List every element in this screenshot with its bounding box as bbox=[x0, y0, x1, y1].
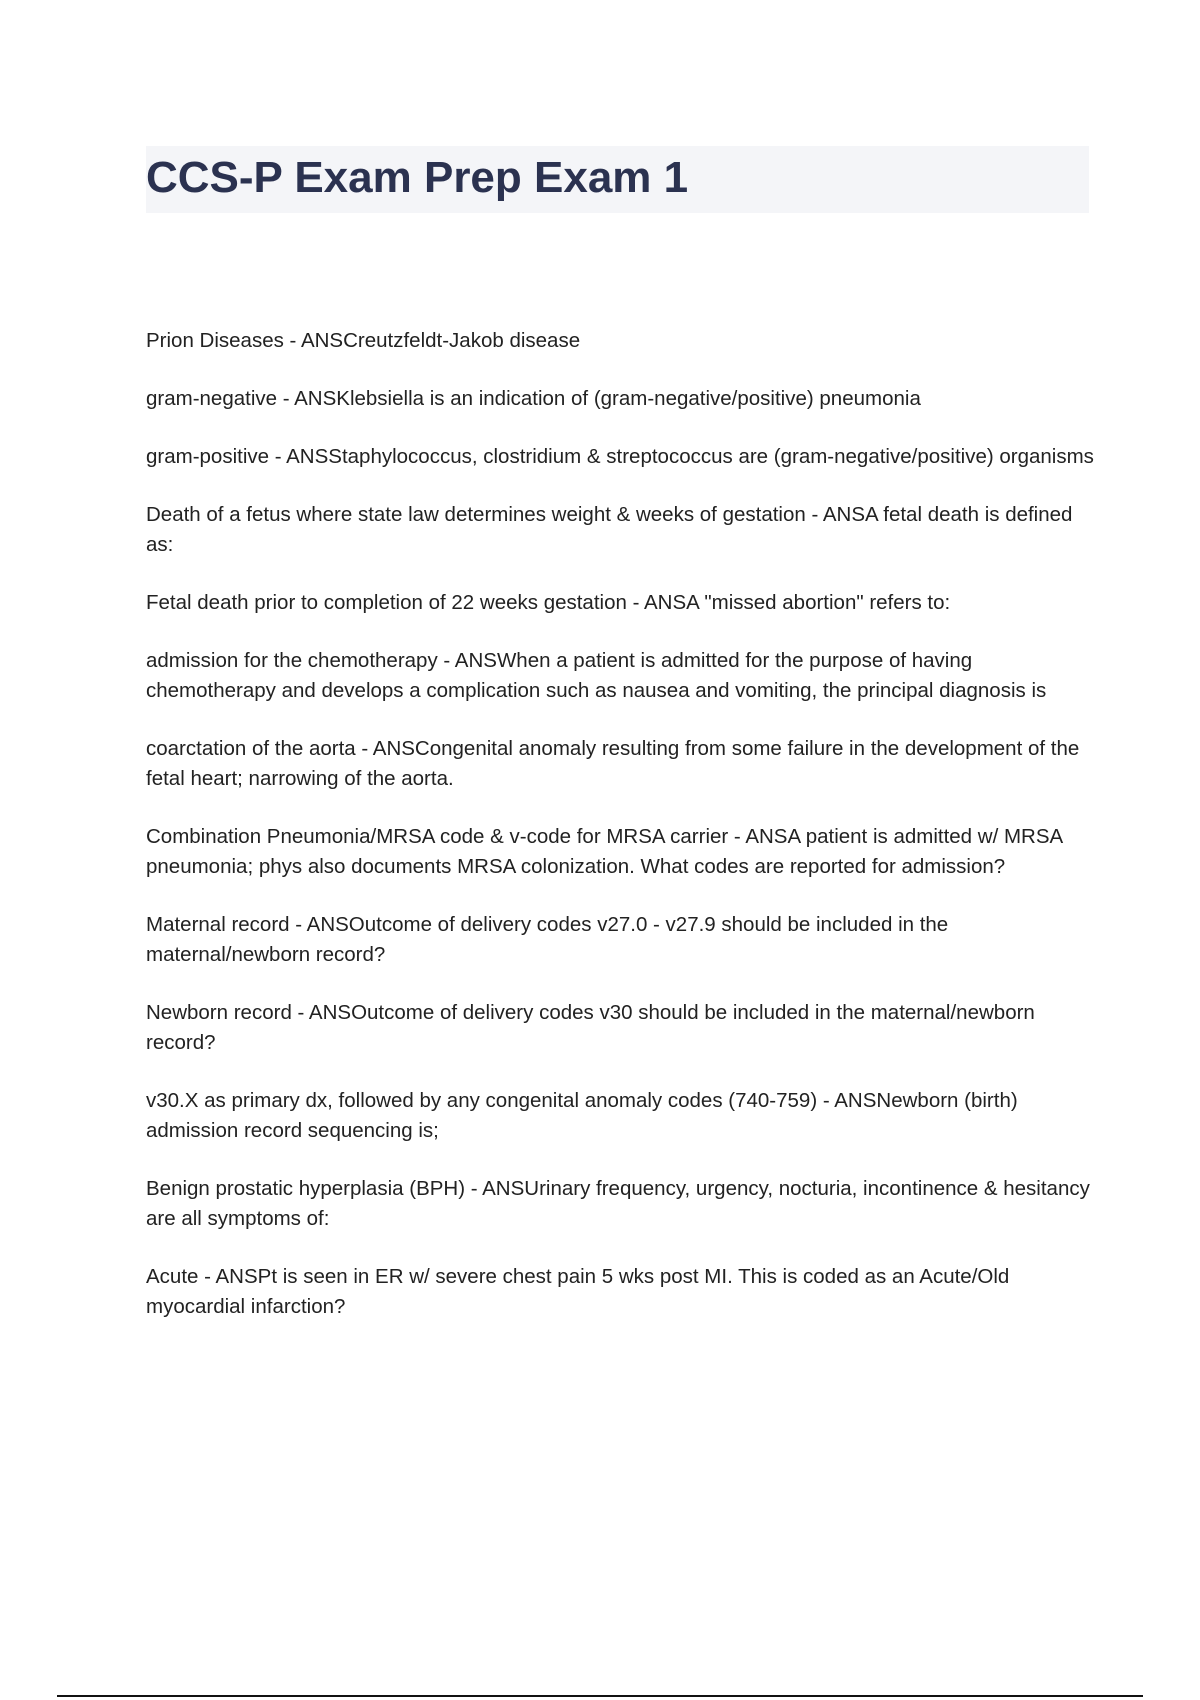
qa-item: gram-positive - ANSStaphylococcus, clostridium & streptococcus are (gram-negative/positive) organisms bbox=[146, 445, 1094, 468]
title-band bbox=[146, 146, 1089, 213]
qa-list bbox=[146, 326, 1096, 1350]
qa-item: Benign prostatic hyperplasia (BPH) - ANSUrinary frequency, urgency, nocturia, incontinence & hesitancy are all symptoms of: bbox=[146, 1177, 1090, 1230]
qa-item: Fetal death prior to completion of 22 weeks gestation - ANSA "missed abortion" refers to: bbox=[146, 591, 951, 614]
page-title: CCS-P Exam Prep Exam 1 bbox=[146, 153, 689, 202]
qa-item: coarctation of the aorta - ANSCongenital anomaly resulting from some failure in the development of the fetal heart; narrowing of the aorta. bbox=[146, 737, 1080, 790]
qa-item: Acute - ANSPt is seen in ER w/ severe chest pain 5 wks post MI. This is coded as an Acute/Old myocardial infarction? bbox=[146, 1265, 1010, 1318]
qa-item: Prion Diseases - ANSCreutzfeldt-Jakob disease bbox=[146, 329, 581, 352]
qa-item: gram-negative - ANSKlebsiella is an indication of (gram-negative/positive) pneumonia bbox=[146, 387, 921, 410]
footer-divider bbox=[57, 1695, 1143, 1697]
qa-item: Death of a fetus where state law determines weight & weeks of gestation - ANSA fetal death is defined as: bbox=[146, 503, 1073, 556]
qa-item: admission for the chemotherapy - ANSWhen a patient is admitted for the purpose of having chemotherapy and develops a complication such as nausea and vomiting, the principal diagnosis is bbox=[146, 649, 1047, 702]
qa-item: Newborn record - ANSOutcome of delivery codes v30 should be included in the maternal/newborn record? bbox=[146, 1001, 1035, 1054]
qa-item: Combination Pneumonia/MRSA code & v-code for MRSA carrier - ANSA patient is admitted w/ MRSA pneumonia; phys also documents MRSA colonization. What codes are reported for admission? bbox=[146, 825, 1063, 878]
qa-item: Maternal record - ANSOutcome of delivery codes v27.0 - v27.9 should be included in the maternal/newborn record? bbox=[146, 913, 949, 966]
qa-item: v30.X as primary dx, followed by any congenital anomaly codes (740-759) - ANSNewborn (birth) admission record sequencing is; bbox=[146, 1089, 1018, 1142]
